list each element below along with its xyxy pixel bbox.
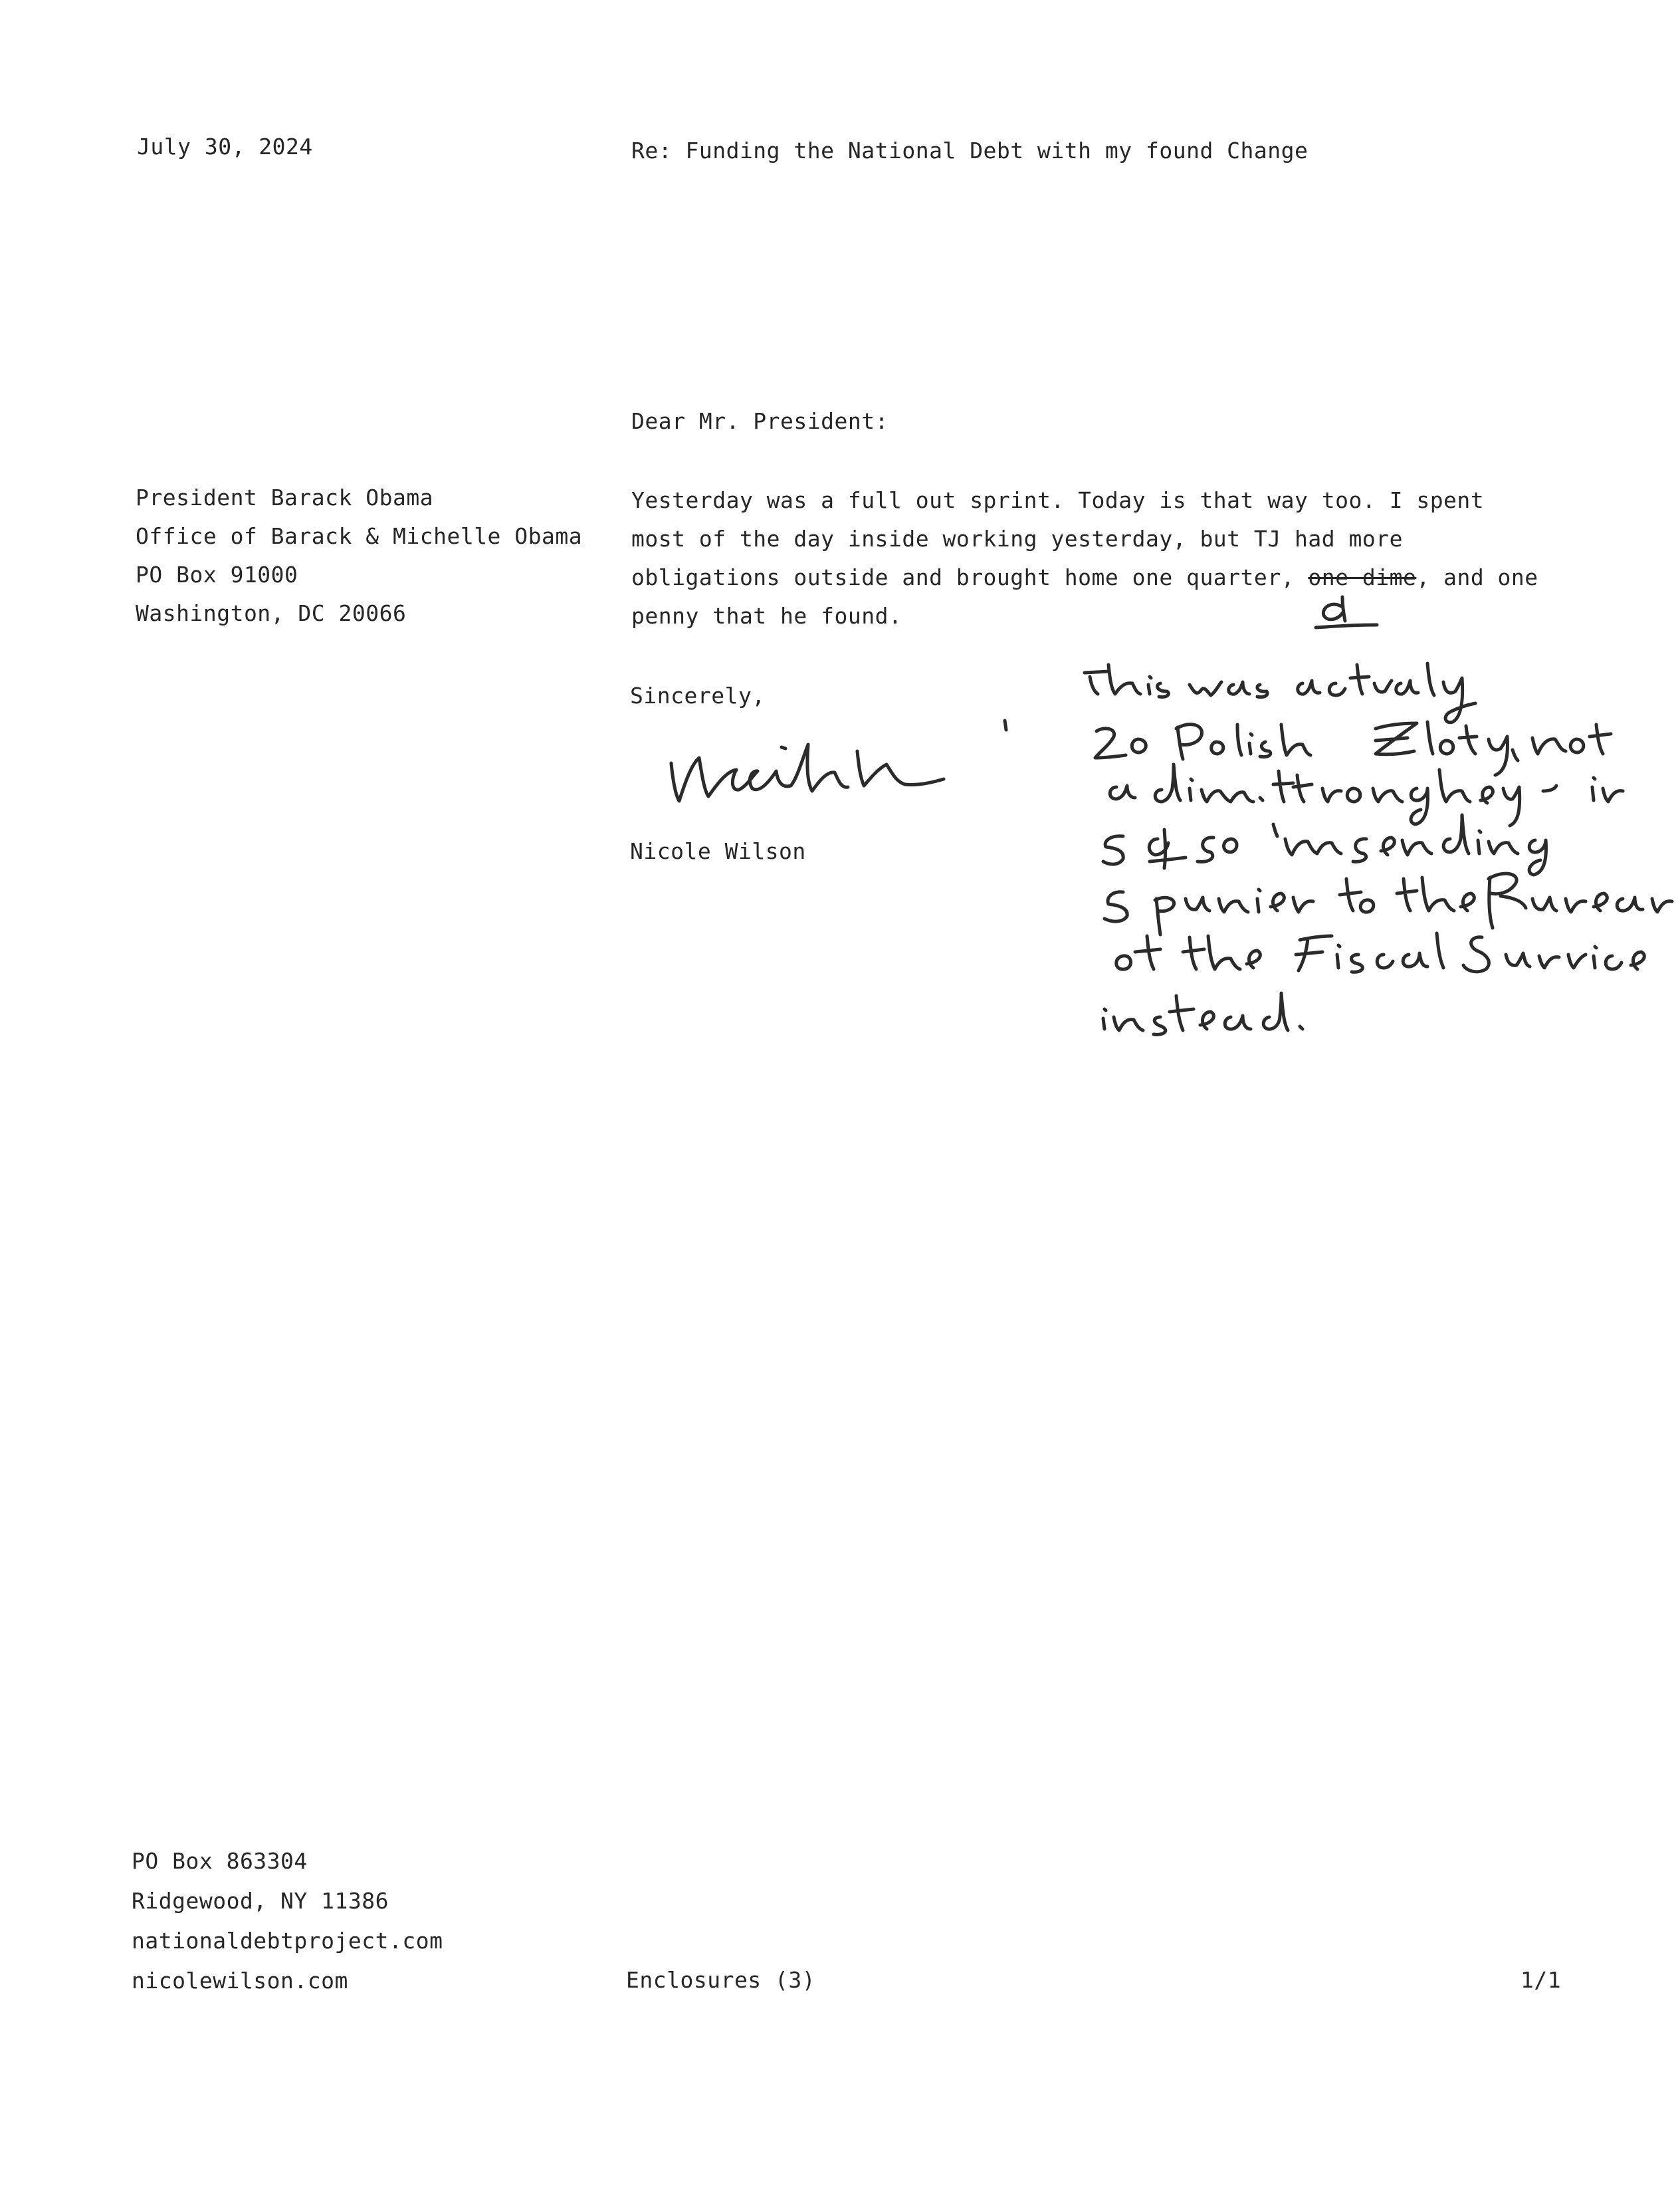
body-line-3: [631, 558, 1538, 597]
page-number: 1/1: [1521, 1967, 1562, 1993]
body-line-1: Yesterday was a full out sprint. Today is that way too. I spent: [631, 487, 1485, 513]
struck-text: one dime: [1308, 564, 1417, 590]
handwritten-note: [1085, 663, 1672, 1034]
body-line-3-end: , and one: [1416, 564, 1538, 590]
note-line-2: [1095, 722, 1611, 775]
recipient-office: Office of Barack & Michelle Obama: [136, 523, 583, 549]
note-line-6: [1116, 933, 1645, 972]
note-line-1: [1085, 663, 1475, 723]
body-line-3-start: obligations outside and brought home one quarter,: [631, 564, 1309, 590]
enclosures-note: Enclosures (3): [626, 1967, 816, 1993]
signature: [671, 721, 1006, 801]
note-line-4: [1103, 815, 1546, 875]
body-line-2: most of the day inside working yesterday, but TJ had more: [631, 526, 1403, 552]
letter-date: July 30, 2024: [137, 134, 313, 160]
note-line-3: [1110, 764, 1623, 826]
body-line-4: penny that he found.: [631, 603, 902, 629]
salutation: Dear Mr. President:: [631, 408, 889, 434]
signer-name: Nicole Wilson: [630, 838, 806, 864]
subject-line: Re: Funding the National Debt with my found Change: [631, 138, 1309, 164]
note-line-5: [1104, 873, 1672, 935]
sender-city: Ridgewood, NY 11386: [132, 1888, 389, 1914]
sender-address: [132, 1841, 443, 2001]
sender-website-2: nicolewilson.com: [132, 1968, 348, 1994]
sender-website-1: nationaldebtproject.com: [132, 1928, 443, 1954]
note-line-7: [1103, 993, 1303, 1034]
recipient-city: Washington, DC 20066: [136, 600, 407, 626]
recipient-po-box: PO Box 91000: [136, 562, 298, 588]
letter-body: [631, 481, 1538, 635]
closing: Sincerely,: [630, 683, 766, 709]
recipient-address: [136, 479, 582, 633]
sender-po-box: PO Box 863304: [132, 1848, 308, 1874]
recipient-name: President Barack Obama: [136, 485, 434, 511]
